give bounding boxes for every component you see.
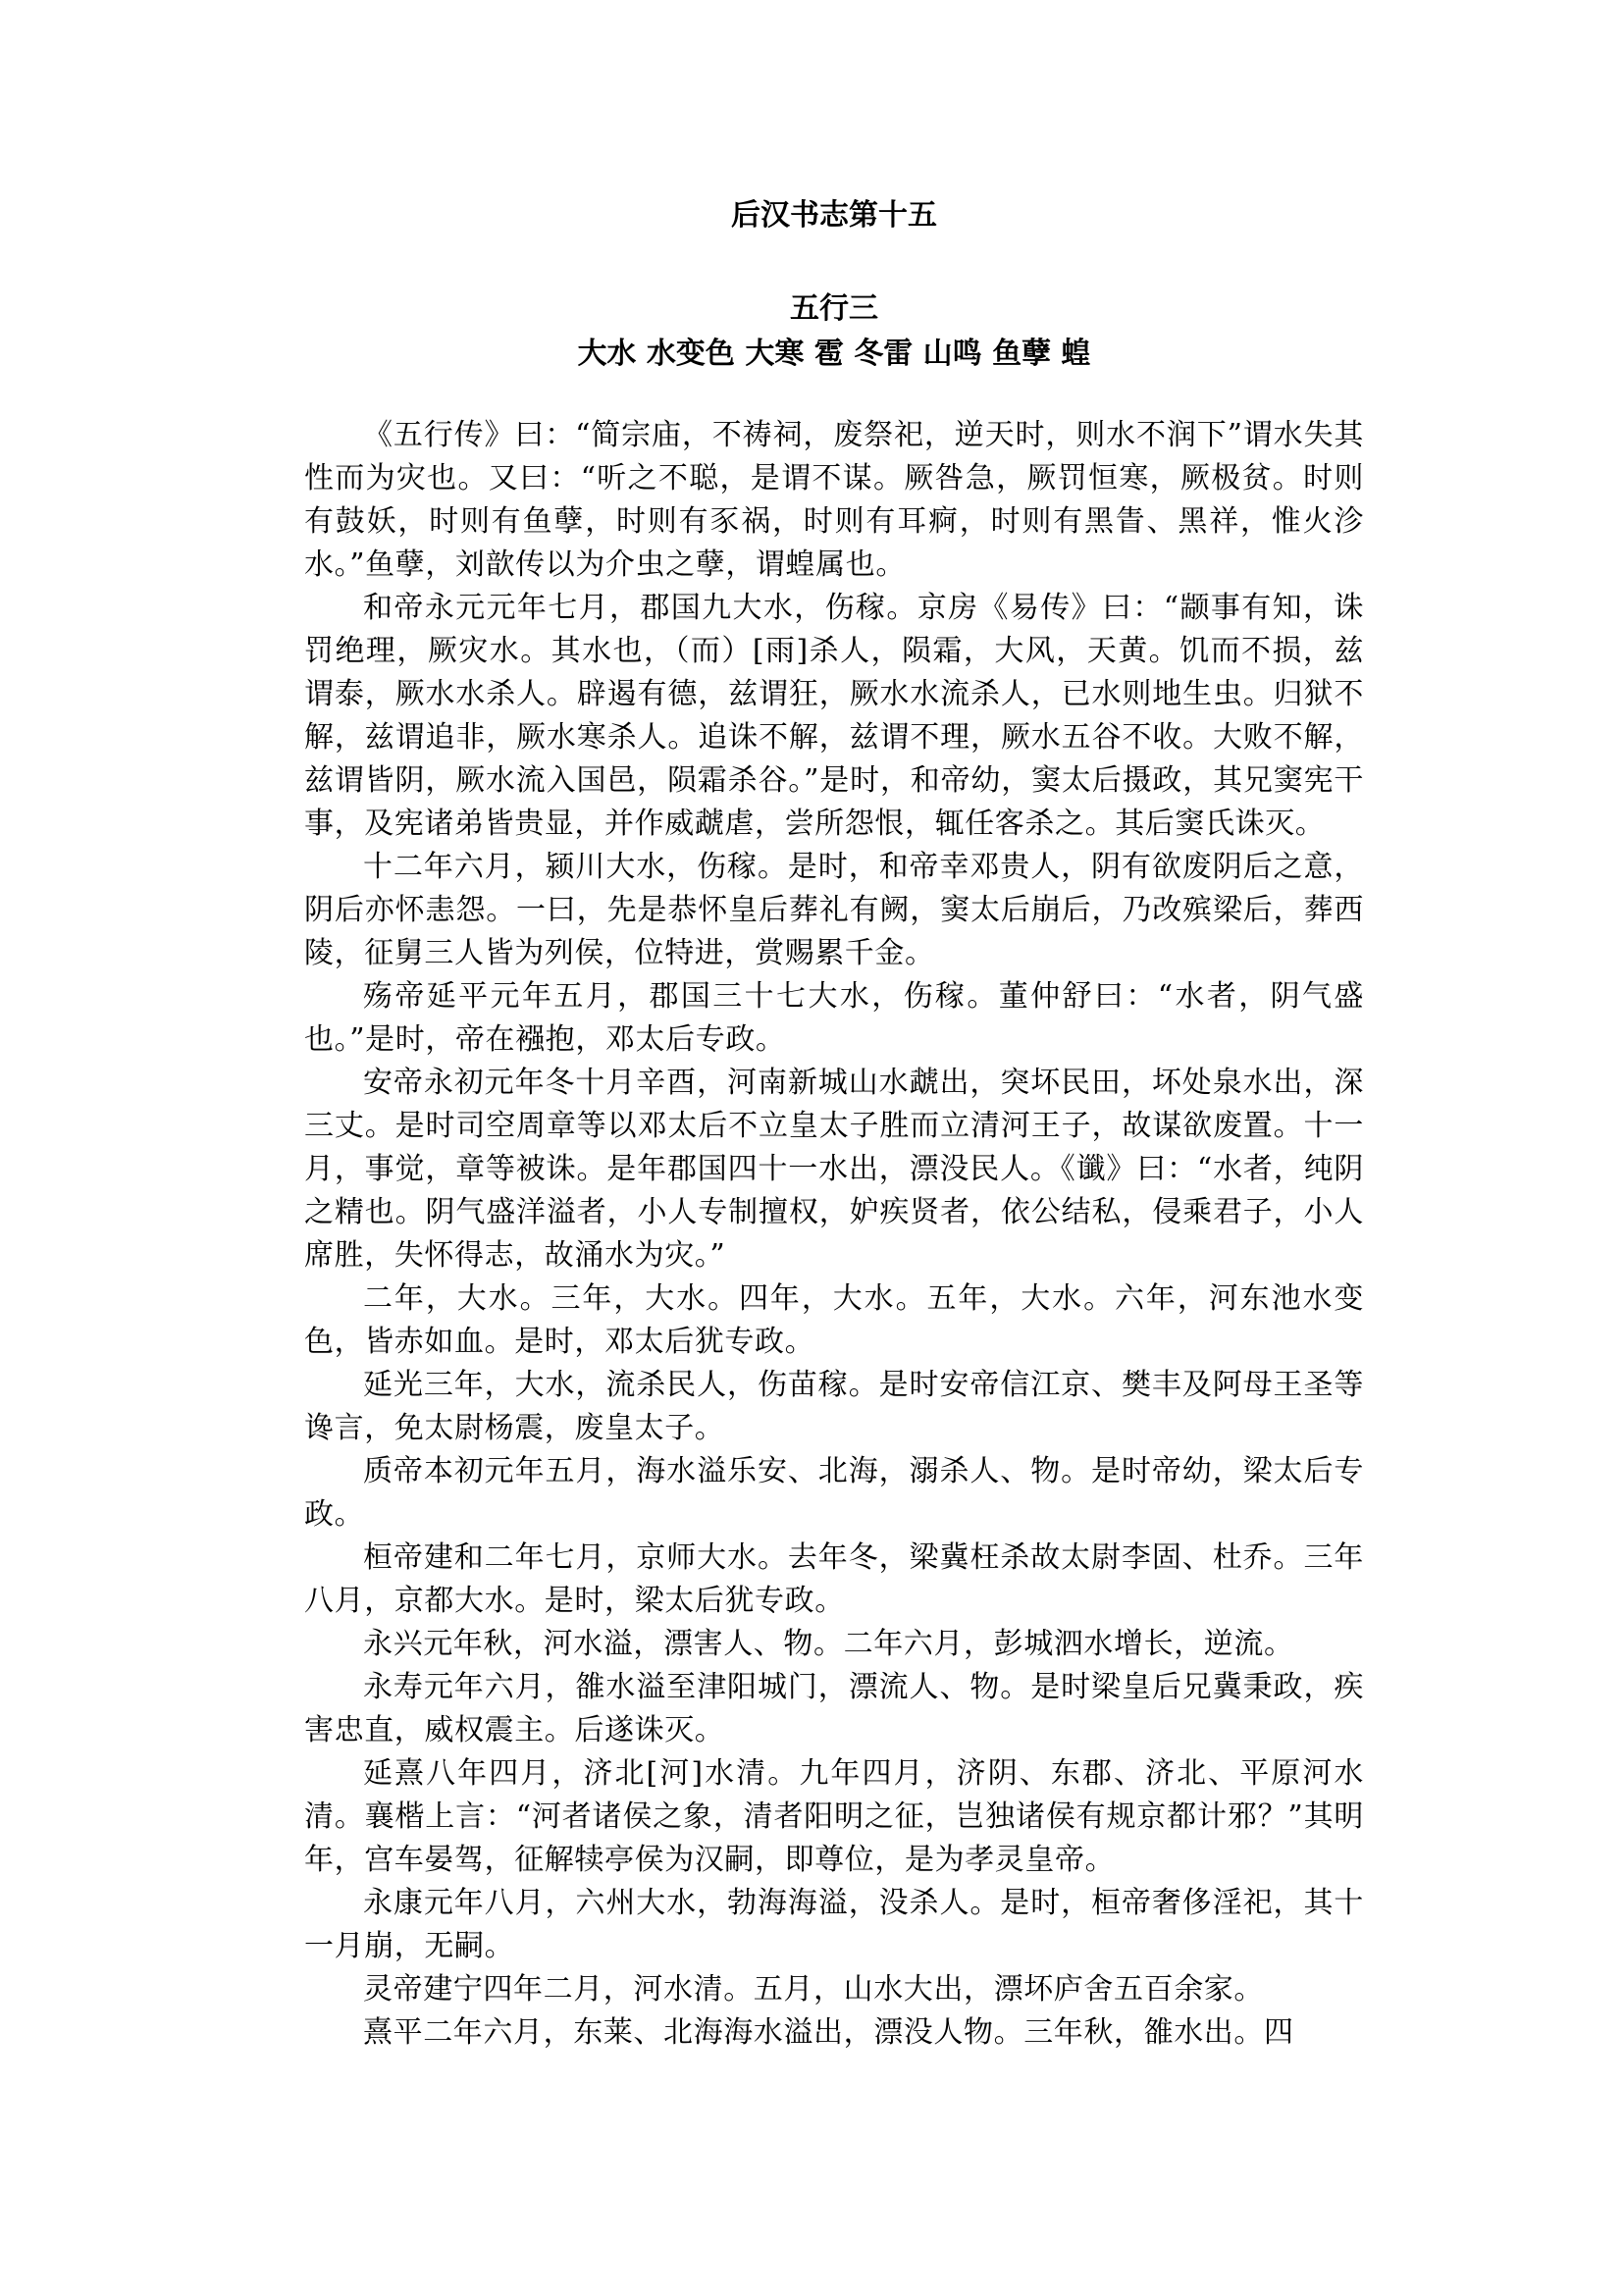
paragraph: 延光三年，大水，流杀民人，伤苗稼。是时安帝信江京、樊丰及阿母王圣等谗言，免太尉杨震，废皇太子。 (304, 1368, 1364, 1445)
paragraph: 熹平二年六月，东莱、北海海水溢出，漂没人物。三年秋，雒水出。四 (363, 2015, 1294, 2050)
paragraph: 延熹八年四月，济北[河]水清。九年四月，济阴、东郡、济北、平原河水清。襄楷上言：“河者诸侯之象，清者阳明之征，岂独诸侯有规京都计邪？”其明年，宫车晏驾，征解犊亭侯为汉嗣，即尊位，是为孝灵皇帝。 (304, 1756, 1364, 1877)
paragraph: 和帝永元元年七月，郡国九大水，伤稼。京房《易传》曰：“颛事有知，诛罚绝理，厥灾水。其水也，（而）[雨]杀人，陨霜，大风，天黄。饥而不损，兹谓泰，厥水水杀人。辟遏有德，兹谓狂，厥水水流杀人，已水则地生虫。归狱不解，兹谓追非，厥水寒杀人。追诛不解，兹谓不理，厥水五谷不收。大败不解，兹谓皆阴，厥水流入国邑，陨霜杀谷。”是时，和帝幼，窦太后摄政，其兄窦宪干事，及宪诸弟皆贵显，并作威虣虐，尝所怨恨，辄任客杀之。其后窦氏诛灭。 (304, 591, 1364, 841)
paragraph: 桓帝建和二年七月，京师大水。去年冬，梁冀枉杀故太尉李固、杜乔。三年八月，京都大水。是时，梁太后犹专政。 (304, 1540, 1364, 1618)
paragraph: 永寿元年六月，雒水溢至津阳城门，漂流人、物。是时梁皇后兄冀秉政，疾害忠直，威权震主。后遂诛灭。 (304, 1670, 1364, 1747)
section-title: 五行三 (790, 291, 878, 326)
document-page (304, 196, 1364, 2055)
paragraph: 二年，大水。三年，大水。四年，大水。五年，大水。六年，河东池水变色，皆赤如血。是时，邓太后犹专政。 (304, 1281, 1364, 1359)
paragraph: 灵帝建宁四年二月，河水清。五月，山水大出，漂坏庐舍五百余家。 (363, 1972, 1264, 2007)
paragraph: 永兴元年秋，河水溢，漂害人、物。二年六月，彭城泗水增长，逆流。 (363, 1627, 1294, 1661)
paragraph: 《五行传》曰：“简宗庙，不祷祠，废祭祀，逆天时，则水不润下”谓水失其性而为灾也。又曰：“听之不聪，是谓不谋。厥咎急，厥罚恒寒，厥极贫。时则有鼓妖，时则有鱼孽，时则有豕祸，时则有耳痾，时则有黑眚、黑祥，惟火沴水。”鱼孽，刘歆传以为介虫之孽，谓蝗属也。 (304, 418, 1364, 582)
paragraph: 安帝永初元年冬十月辛酉，河南新城山水虣出，突坏民田，坏处泉水出，深三丈。是时司空周章等以邓太后不立皇太子胜而立清河王子，故谋欲废置。十一月，事觉，章等被诛。是年郡国四十一水出，漂没民人。《谶》曰：“水者，纯阴之精也。阴气盛洋溢者，小人专制擅权，妒疾贤者，依公结私，侵乘君子，小人席胜，失怀得志，故涌水为灾。” (304, 1066, 1364, 1273)
paragraph: 质帝本初元年五月，海水溢乐安、北海，溺杀人、物。是时帝幼，梁太后专政。 (304, 1454, 1364, 1532)
document-title: 后汉书志第十五 (731, 198, 937, 233)
paragraph: 十二年六月，颍川大水，伤稼。是时，和帝幸邓贵人，阴有欲废阴后之意，阴后亦怀恚怨。一曰，先是恭怀皇后葬礼有阙，窦太后崩后，乃改殡梁后，葬西陵，征舅三人皆为列侯，位特进，赏赐累千金。 (304, 850, 1364, 970)
section-topics: 大水 水变色 大寒 雹 冬雷 山鸣 鱼孽 蝗 (577, 337, 1091, 371)
paragraph: 殇帝延平元年五月，郡国三十七大水，伤稼。董仲舒曰：“水者，阴气盛也。”是时，帝在襁抱，邓太后专政。 (304, 979, 1364, 1057)
paragraph: 永康元年八月，六州大水，勃海海溢，没杀人。是时，桓帝奢侈淫祀，其十一月崩，无嗣。 (304, 1886, 1364, 1963)
